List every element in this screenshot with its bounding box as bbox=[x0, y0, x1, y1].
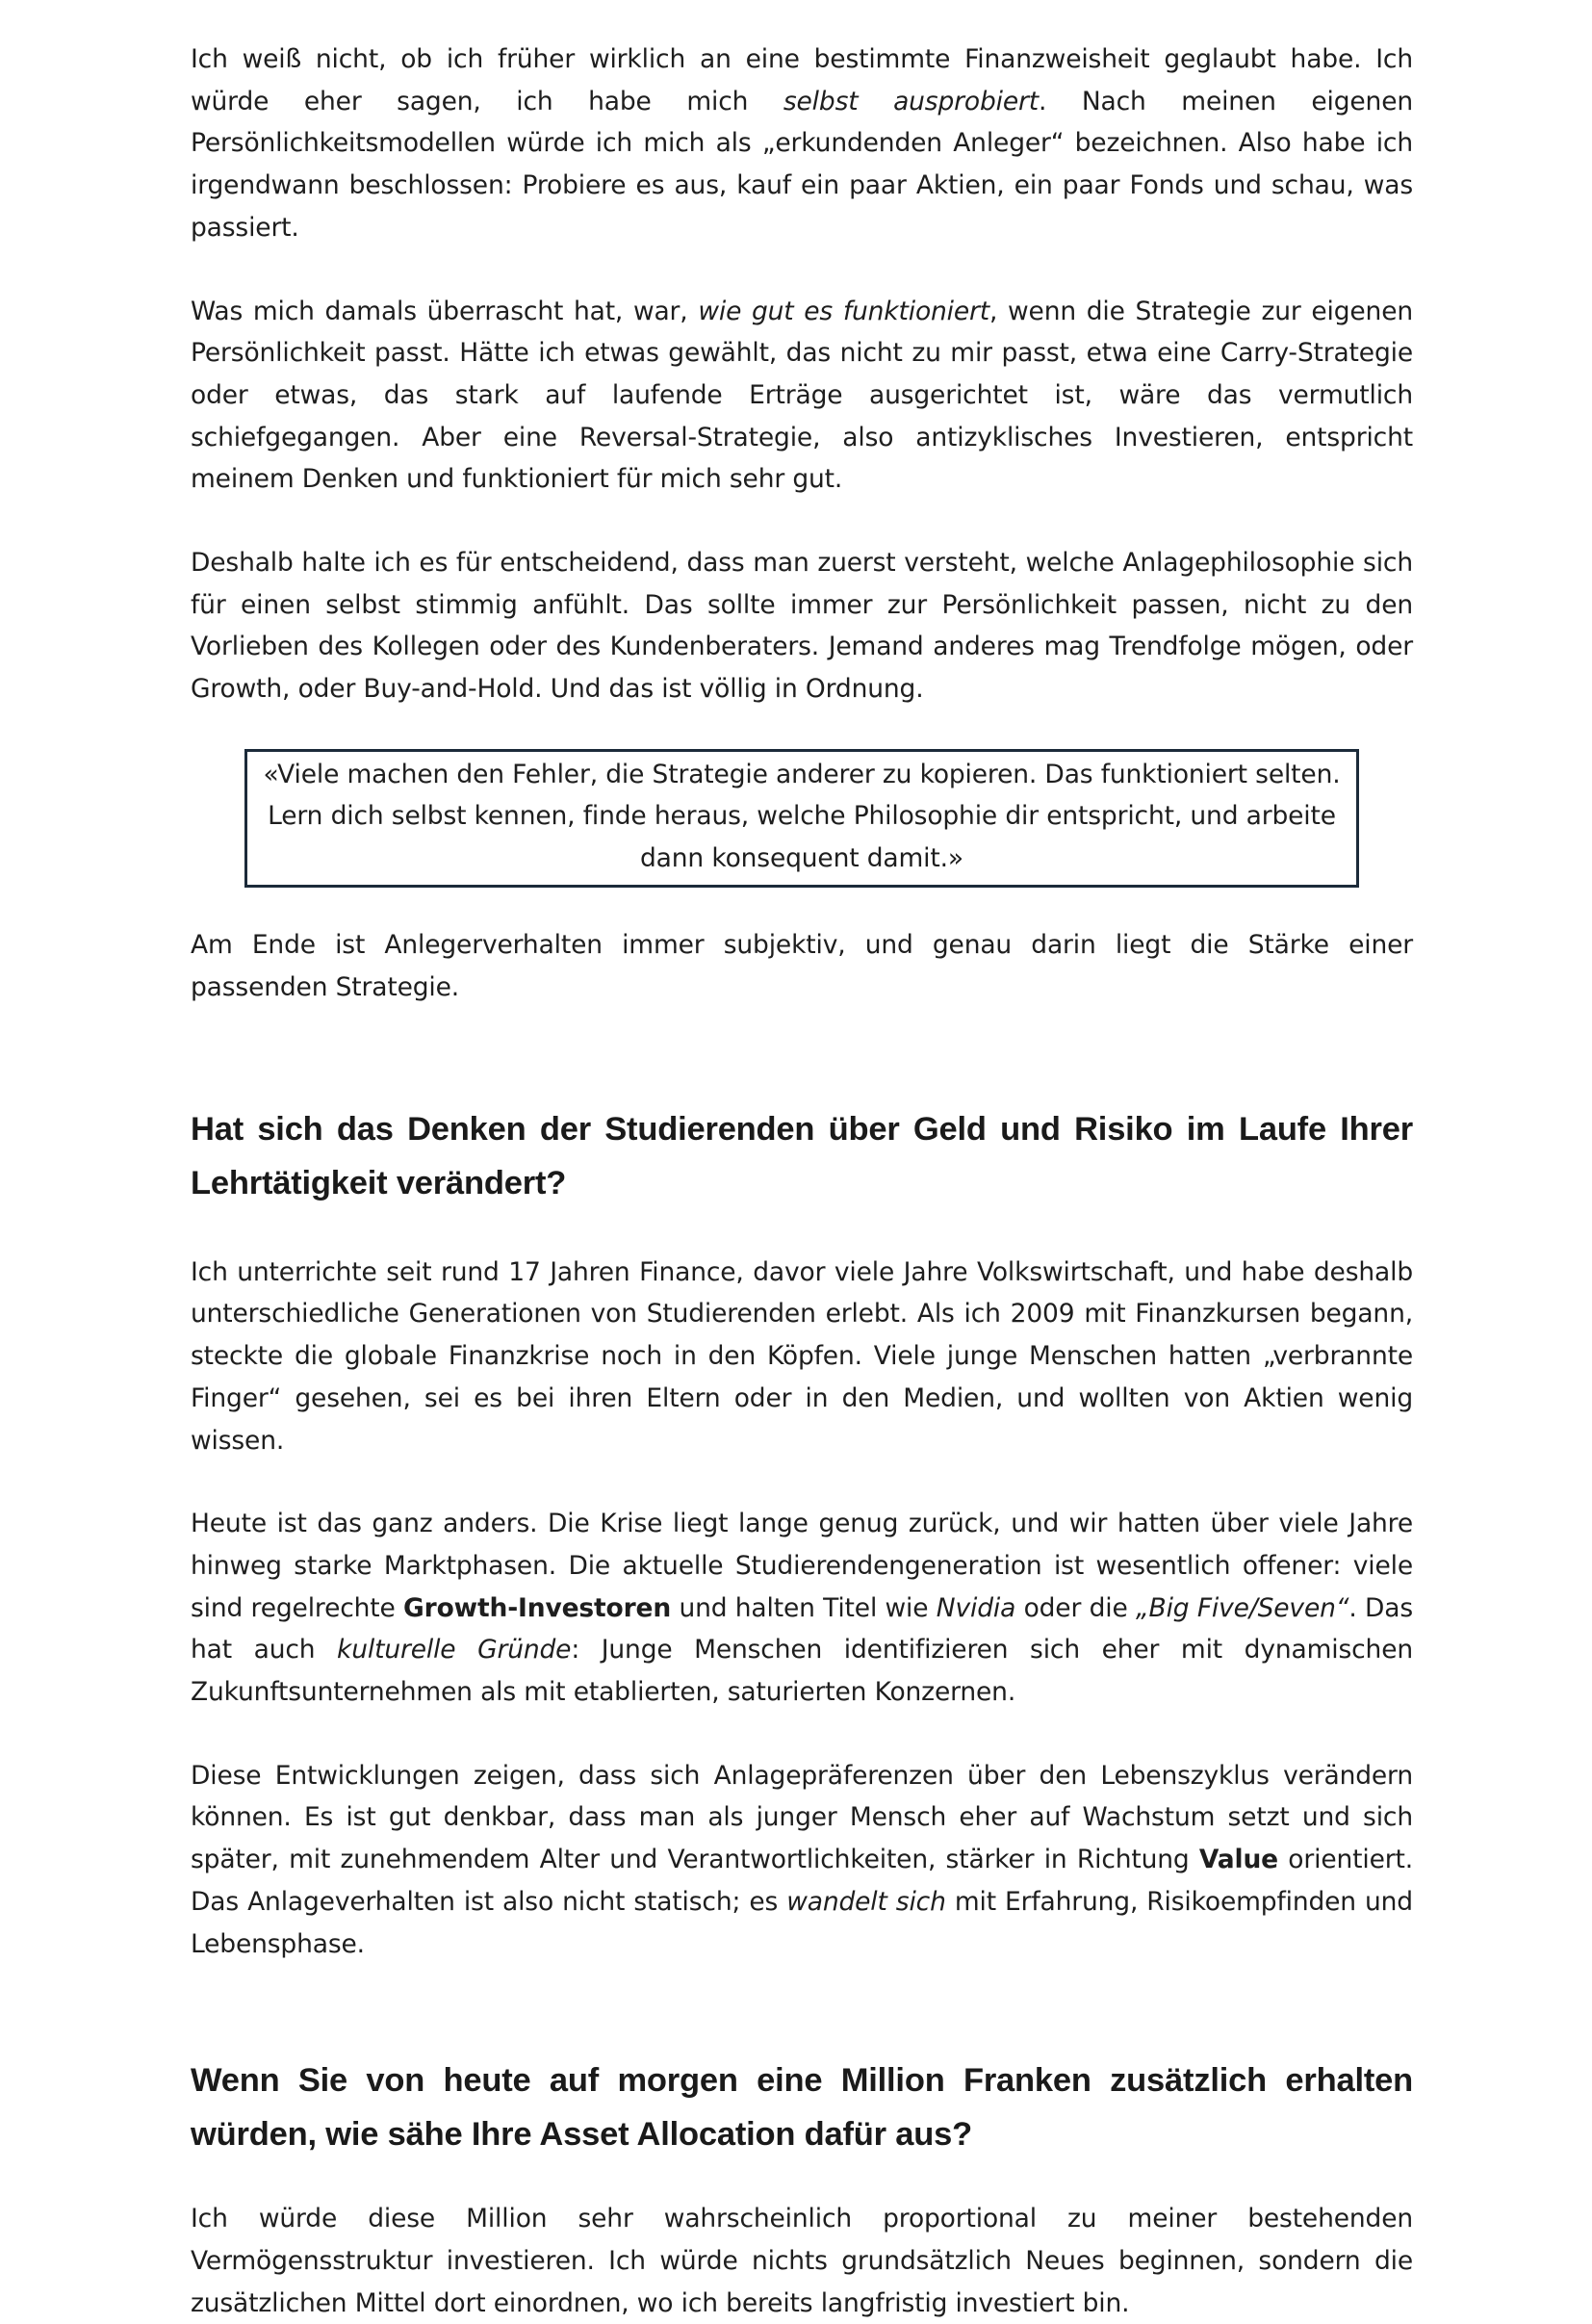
strong-text: Growth-Investoren bbox=[403, 1592, 672, 1623]
emphasis: wie gut es funktioniert bbox=[698, 296, 990, 326]
paragraph: Was mich damals überrascht hat, war, wie gut es funktioniert, wenn die Strategie zur eigenen Persönlichkeit passt. Hätte ich etwas gewählt, das nicht zu mir passt, etwa eine Carry-Strategie oder etwas, das stark auf laufende Erträge ausgerichtet ist, wäre das vermutlich schiefgegangen. Aber eine Reversal-Strategie, also antizyklisches Investieren, entspricht meinem Denken und funktioniert für mich sehr gut. bbox=[191, 296, 1413, 495]
paragraph: Am Ende ist Anlegerverhalten immer subjektiv, und genau darin liegt die Stärke einer passenden Strategie. bbox=[191, 930, 1413, 1003]
paragraph: Ich würde diese Million sehr wahrscheinlich proportional zu meiner bestehenden Vermögensstruktur investieren. Ich würde nichts grundsätzlich Neues beginnen, sondern die zusätzlichen Mittel dort einordnen, wo ich bereits langfristig investiert bin. bbox=[191, 2204, 1413, 2318]
emphasis: wandelt sich bbox=[786, 1886, 946, 1917]
paragraph: Heute ist das ganz anders. Die Krise liegt lange genug zurück, und wir hatten über viele Jahre hinweg starke Marktphasen. Die aktuelle Studierendengeneration ist wesentlich offener: viele sind regelrechte Growth-Investoren und halten Titel wie Nvidia oder die „Big Five/Seven“. Das hat auch kulturelle Gründe: Junge Menschen identifizieren sich eher mit dynamischen Zukunftsunternehmen als mit etablierten, saturierten Konzernen. bbox=[191, 1509, 1413, 1708]
section-heading: Hat sich das Denken der Studierenden über Geld und Risiko im Laufe Ihrer Lehrtätigkeit verändert? bbox=[191, 1110, 1413, 1201]
pull-quote: «Viele machen den Fehler, die Strategie anderer zu kopieren. Das funktioniert selten. Lern dich selbst kennen, finde heraus, welche Philosophie dir entspricht, und arbeite dann konsequent damit.» bbox=[244, 749, 1359, 889]
emphasis: „Big Five/Seven“ bbox=[1135, 1592, 1349, 1623]
paragraph: Deshalb halte ich es für entscheidend, dass man zuerst versteht, welche Anlagephilosophie sich für einen selbst stimmig anfühlt. Das sollte immer zur Persönlichkeit passen, nicht zu den Vorlieben des Kollegen oder des Kundenberaters. Jemand anderes mag Trendfolge mögen, oder Growth, oder Buy-and-Hold. Und das ist völlig in Ordnung. bbox=[191, 548, 1413, 705]
emphasis: selbst ausprobiert bbox=[783, 86, 1039, 116]
paragraph: Ich weiß nicht, ob ich früher wirklich an eine bestimmte Finanzweisheit geglaubt habe. Ich würde eher sagen, ich habe mich selbst ausprobiert. Nach meinen eigenen Persönlichkeitsmodellen würde ich mich als „erkundenden Anleger“ bezeichnen. Also habe ich irgendwann beschlossen: Probiere es aus, kauf ein paar Aktien, ein paar Fonds und schau, was passiert. bbox=[191, 44, 1413, 243]
paragraph: Diese Entwicklungen zeigen, dass sich Anlagepräferenzen über den Lebenszyklus verändern können. Es ist gut denkbar, dass man als junger Mensch eher auf Wachstum setzt und sich später, mit zunehmendem Alter und Verantwortlichkeiten, stärker in Richtung Value orientiert. Das Anlageverhalten ist also nicht statisch; es wandelt sich mit Erfahrung, Risikoempfinden und Lebensphase. bbox=[191, 1760, 1413, 1959]
paragraph: Ich unterrichte seit rund 17 Jahren Finance, davor viele Jahre Volkswirtschaft, und habe deshalb unterschiedliche Generationen von Studierenden erlebt. Als ich 2009 mit Finanzkursen begann, steckte die globale Finanzkrise noch in den Köpfen. Viele junge Menschen hatten „verbrannte Finger“ gesehen, sei es bei ihren Eltern oder in den Medien, und wollten von Aktien wenig wissen. bbox=[191, 1256, 1413, 1456]
article-body bbox=[191, 39, 1413, 2324]
section-heading: Wenn Sie von heute auf morgen eine Million Franken zusätzlich erhalten würden, wie sähe Ihre Asset Allocation dafür aus? bbox=[191, 2062, 1413, 2154]
emphasis: kulturelle Gründe bbox=[337, 1635, 572, 1666]
strong-text: Value bbox=[1198, 1845, 1279, 1875]
emphasis: Nvidia bbox=[936, 1592, 1016, 1623]
